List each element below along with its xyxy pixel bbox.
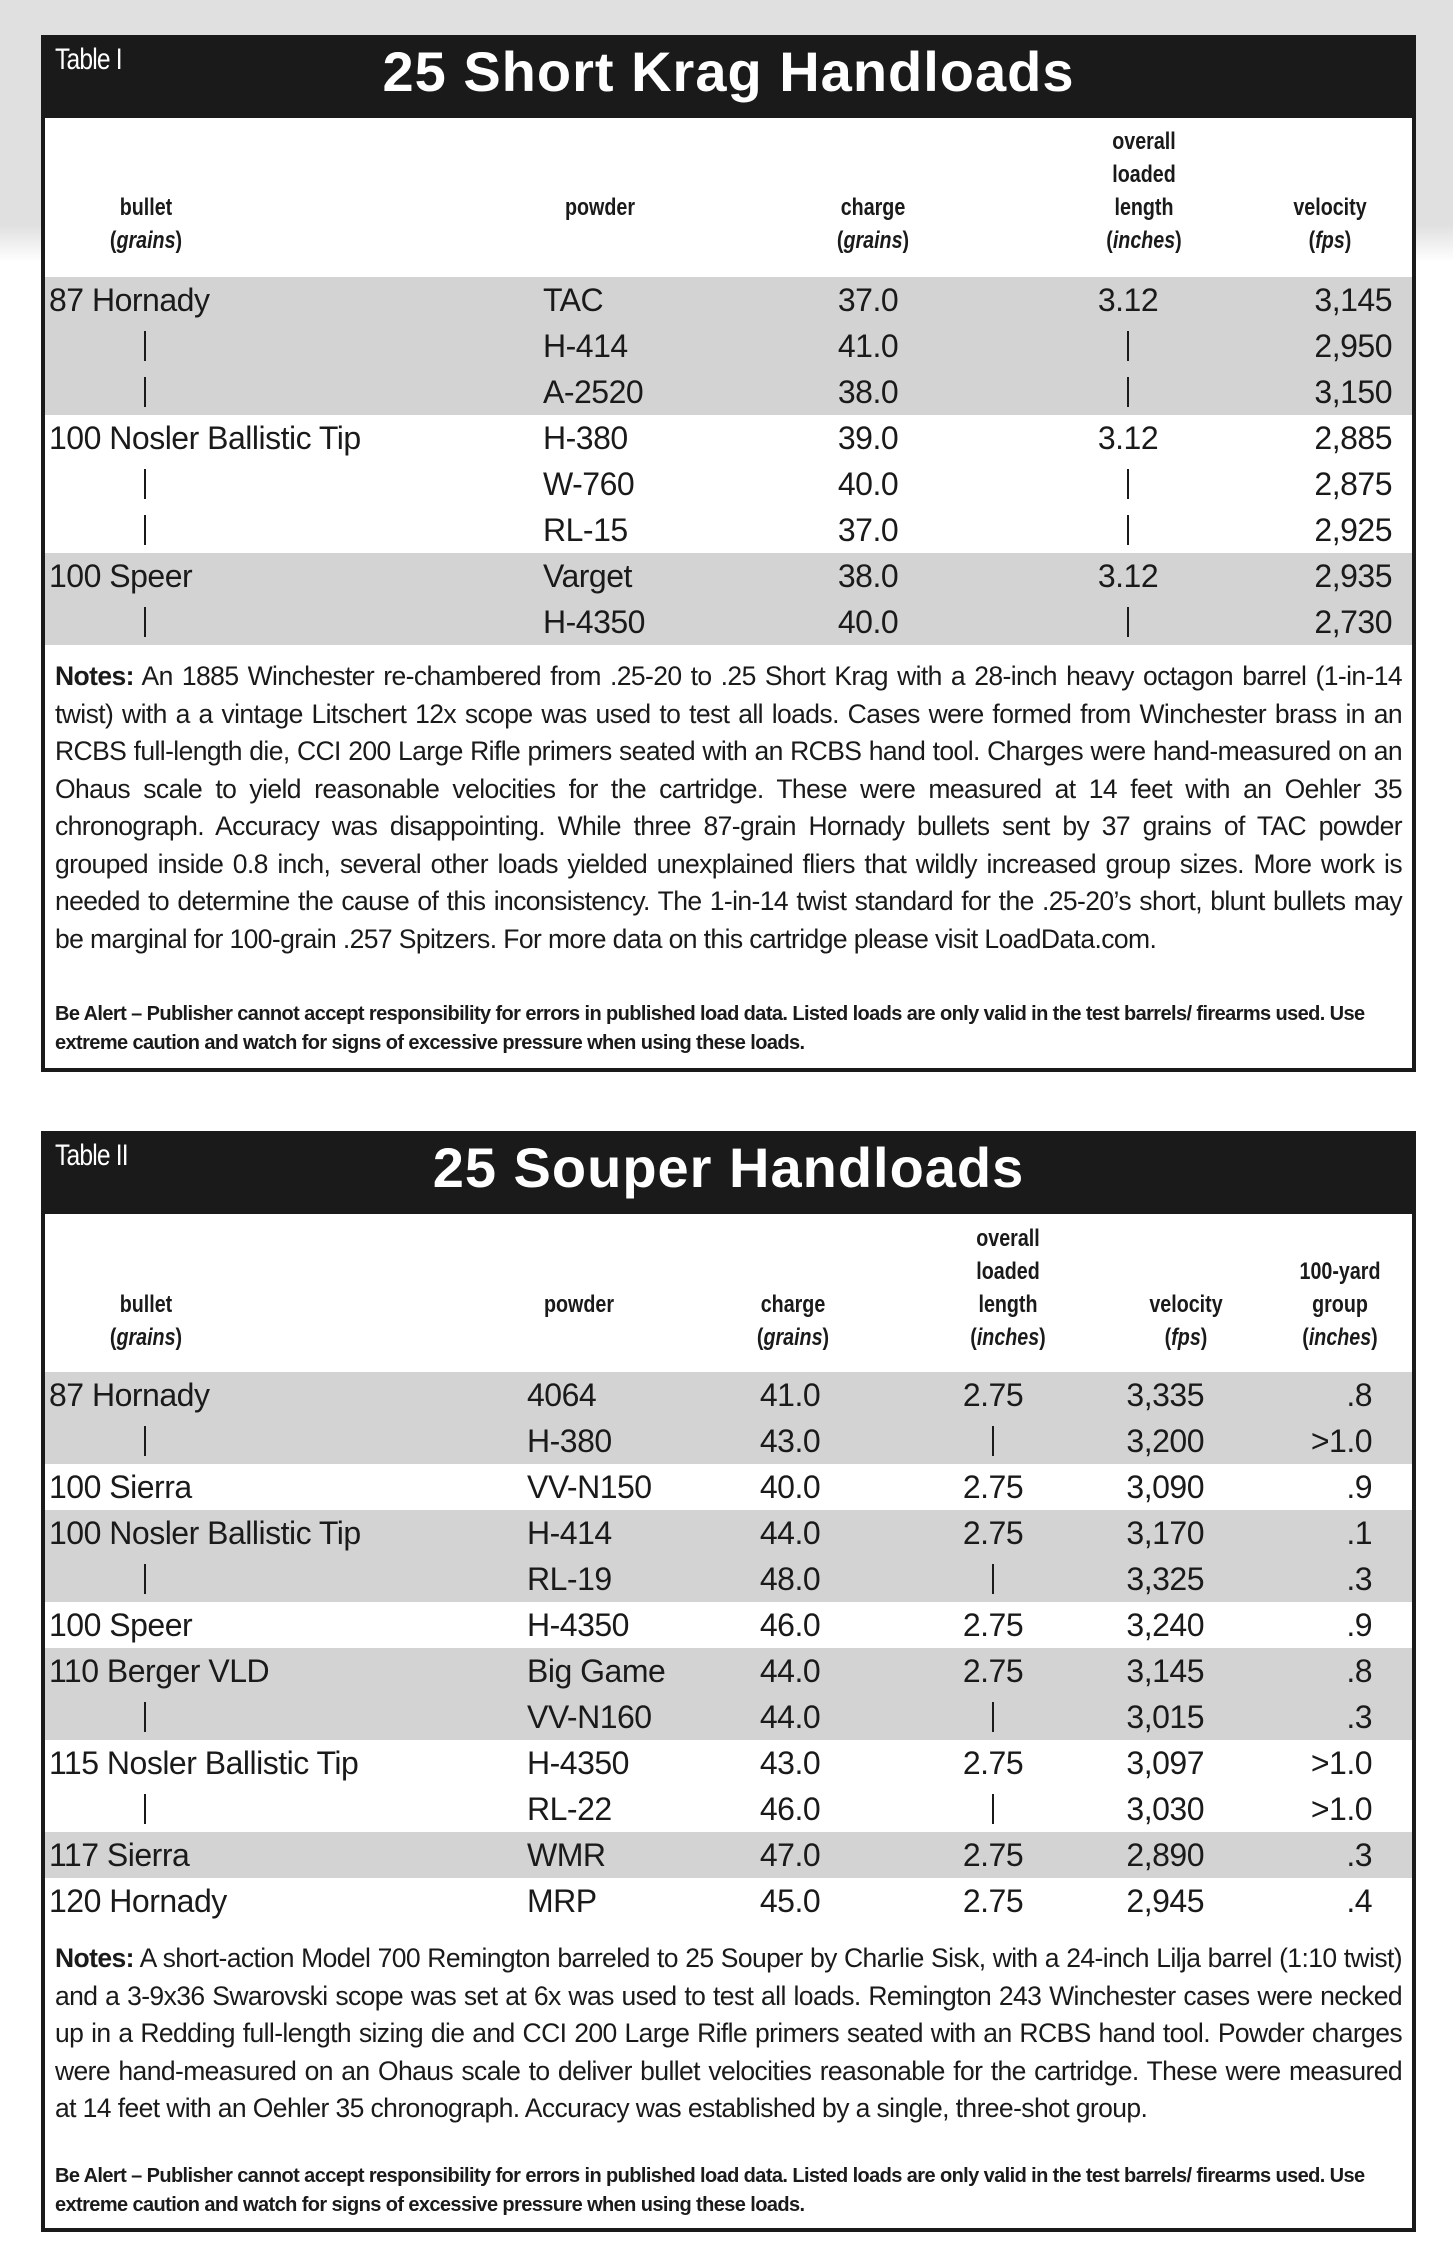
header-label: bullet [119,1291,173,1318]
header-label: powder [565,194,635,221]
cell-bullet: 100 Nosler Ballistic Tip [49,420,361,456]
cell-charge: 40.0 [837,466,899,502]
table-title: 25 Souper Handloads [432,1136,1025,1199]
header-label: overall [976,1225,1040,1252]
cell-powder: Varget [543,558,632,594]
header-bullet [101,191,191,257]
header-bullet [101,1288,191,1354]
table-row [45,415,1412,461]
table-row [45,1648,1412,1694]
cell-powder: H-380 [527,1423,612,1459]
cell-charge: 38.0 [837,374,899,410]
cell-velocity: 3,145 [1314,282,1392,318]
table-short-krag [41,35,1416,1072]
header-unit: (inches) [1302,1324,1378,1351]
ditto-bar [144,1794,146,1824]
header-label: loaded [976,1258,1040,1285]
cell-powder: RL-19 [527,1561,612,1597]
alert-disclaimer: Be Alert – Publisher cannot accept responsibility for errors in published load data. Listed loads are only valid in the test barrels/ firearms used. Use extreme caution and watch for signs of excessive pressure when using these loads. [55,1003,1365,1054]
ditto-bar [992,1564,994,1594]
table-row [45,1418,1412,1464]
header-label: group [1312,1291,1368,1318]
cell-group: .3 [1346,1561,1372,1597]
header-label: loaded [1112,161,1176,188]
cell-powder: H-4350 [527,1607,629,1643]
cell-oal: 2.75 [962,1837,1024,1873]
cell-group: .9 [1346,1469,1372,1505]
header-label: 100-yard [1299,1258,1381,1285]
header-label: powder [544,1291,614,1318]
cell-charge: 41.0 [837,328,899,364]
cell-group: >1.0 [1310,1791,1372,1827]
cell-velocity: 3,097 [1126,1745,1204,1781]
notes-text: A short-action Model 700 Remington barreled to 25 Souper by Charlie Sisk, with a 24-inch Lilja barrel (1:10 twist) and a 3-9x36 Swarovski scope was set at 6x was used to test all loads. Remington 243 Winchester cases were necked up in a Redding full-length sizing die and CCI 200 Large Rifle primers seated with an RCBS hand tool. Powder charges were hand-measured on an Ohaus scale to deliver bullet velocities reasonable for the cartridge. These were measured at 14 feet with an Oehler 35 chronograph. Accuracy was established by a single, three-shot group. [55,1943,1402,2123]
header-powder [555,191,645,224]
cell-velocity: 3,030 [1126,1791,1204,1827]
table-number: Table II [55,1139,128,1172]
cell-oal: 2.75 [962,1653,1024,1689]
cell-bullet: 100 Speer [49,1607,193,1643]
cell-charge: 46.0 [759,1607,821,1643]
cell-powder: A-2520 [543,374,644,410]
cell-bullet: 87 Hornady [49,1377,210,1413]
cell-group: .9 [1346,1607,1372,1643]
header-unit: (fps) [1164,1324,1208,1351]
cell-powder: VV-N160 [527,1699,652,1735]
ditto-bar [1127,607,1129,637]
cell-bullet: 87 Hornady [49,282,210,318]
ditto-bar [144,1564,146,1594]
ditto-bar [144,331,146,361]
table-row [45,1878,1412,1924]
cell-powder: VV-N150 [527,1469,652,1505]
table-row [45,1832,1412,1878]
cell-velocity: 2,875 [1314,466,1392,502]
table-row [45,323,1412,369]
cell-oal: 2.75 [962,1377,1024,1413]
table-title: 25 Short Krag Handloads [382,40,1075,103]
cell-velocity: 3,335 [1126,1377,1204,1413]
cell-powder: H-4350 [543,604,645,640]
cell-powder: Big Game [527,1653,666,1689]
cell-velocity: 3,150 [1314,374,1392,410]
table-row [45,1694,1412,1740]
cell-group: .3 [1346,1699,1372,1735]
cell-oal: 3.12 [1097,420,1159,456]
cell-charge: 48.0 [759,1561,821,1597]
header-label: length [1114,194,1174,221]
table-title-band [41,35,1416,118]
cell-charge: 45.0 [759,1883,821,1919]
header-unit: (inches) [970,1324,1046,1351]
cell-group: >1.0 [1310,1745,1372,1781]
cell-group: >1.0 [1310,1423,1372,1459]
cell-oal: 2.75 [962,1883,1024,1919]
table-row [45,277,1412,323]
header-unit: (grains) [756,1324,830,1351]
cell-powder: RL-22 [527,1791,612,1827]
cell-oal: 2.75 [962,1469,1024,1505]
cell-charge: 41.0 [759,1377,821,1413]
header-unit: (grains) [836,227,910,254]
header-velocity [1285,191,1375,257]
cell-group: .4 [1346,1883,1372,1919]
cell-oal: 3.12 [1097,282,1159,318]
cell-charge: 39.0 [837,420,899,456]
cell-powder: RL-15 [543,512,628,548]
cell-powder: 4064 [527,1377,597,1413]
cell-velocity: 2,730 [1314,604,1392,640]
cell-charge: 46.0 [759,1791,821,1827]
cell-velocity: 3,240 [1126,1607,1204,1643]
cell-charge: 43.0 [759,1423,821,1459]
cell-oal: 2.75 [962,1515,1024,1551]
table-row [45,1464,1412,1510]
header-powder [534,1288,624,1321]
cell-velocity: 3,170 [1126,1515,1204,1551]
header-label: overall [1112,128,1176,155]
cell-group: .1 [1346,1515,1372,1551]
table-row [45,1786,1412,1832]
notes [55,1940,1402,2128]
cell-velocity: 3,015 [1126,1699,1204,1735]
header-overall-length [963,1222,1053,1354]
notes [55,658,1402,958]
ditto-bar [992,1702,994,1732]
cell-powder: MRP [527,1883,597,1919]
header-unit: (grains) [109,227,183,254]
cell-powder: H-4350 [527,1745,629,1781]
table-row [45,599,1412,645]
cell-bullet: 110 Berger VLD [49,1653,270,1689]
notes-label: Notes: [55,1943,134,1973]
cell-charge: 40.0 [759,1469,821,1505]
cell-velocity: 3,090 [1126,1469,1204,1505]
header-unit: (fps) [1308,227,1352,254]
cell-charge: 37.0 [837,512,899,548]
cell-oal: 3.12 [1097,558,1159,594]
cell-bullet: 100 Speer [49,558,193,594]
table-row [45,1602,1412,1648]
cell-charge: 47.0 [759,1837,821,1873]
table-row [45,1556,1412,1602]
cell-group: .8 [1346,1653,1372,1689]
cell-oal: 2.75 [962,1607,1024,1643]
cell-charge: 38.0 [837,558,899,594]
cell-powder: H-414 [543,328,628,364]
cell-velocity: 3,145 [1126,1653,1204,1689]
header-overall-length [1099,125,1189,257]
header-unit: (grains) [109,1324,183,1351]
header-label: charge [760,1291,826,1318]
ditto-bar [144,469,146,499]
header-velocity [1141,1288,1231,1354]
cell-velocity: 3,325 [1126,1561,1204,1597]
cell-powder: TAC [543,282,604,318]
cell-powder: W-760 [543,466,635,502]
ditto-bar [144,1702,146,1732]
table-25-souper [41,1131,1416,2232]
cell-velocity: 2,885 [1314,420,1392,456]
ditto-bar [144,607,146,637]
cell-bullet: 120 Hornady [49,1883,227,1919]
cell-velocity: 2,925 [1314,512,1392,548]
cell-group: .8 [1346,1377,1372,1413]
table-row [45,1740,1412,1786]
cell-bullet: 117 Sierra [49,1837,190,1873]
cell-bullet: 100 Nosler Ballistic Tip [49,1515,361,1551]
cell-velocity: 2,935 [1314,558,1392,594]
header-label: velocity [1293,194,1367,221]
ditto-bar [1127,515,1129,545]
ditto-bar [992,1426,994,1456]
table-title-band [41,1131,1416,1214]
ditto-bar [1127,377,1129,407]
table-row [45,461,1412,507]
table-row [45,369,1412,415]
table-row [45,507,1412,553]
notes-text: An 1885 Winchester re-chambered from .25-20 to .25 Short Krag with a 28-inch heavy octagon barrel (1-in-14 twist) with a a vintage Litschert 12x scope was used to test all loads. Cases were formed from Winchester brass in an RCBS full-length die, CCI 200 Large Rifle primers seated with an RCBS hand tool. Charges were hand-measured on an Ohaus scale to yield reasonable velocities for the cartridge. These were measured at 14 feet with an Oehler 35 chronograph. Accuracy was disappointing. While three 87-grain Hornady bullets sent by 37 grains of TAC powder grouped inside 0.8 inch, several other loads yielded unexplained fliers that wildly increased group sizes. More work is needed to determine the cause of this inconsistency. The 1-in-14 twist standard for the .25-20’s short, blunt bullets may be marginal for 100-grain .257 Spitzers. For more data on this cartridge please visit LoadData.com. [55,661,1402,954]
header-charge [748,1288,838,1354]
cell-powder: WMR [527,1837,606,1873]
cell-group: .3 [1346,1837,1372,1873]
cell-powder: H-414 [527,1515,612,1551]
cell-charge: 44.0 [759,1515,821,1551]
cell-charge: 37.0 [837,282,899,318]
cell-velocity: 2,890 [1126,1837,1204,1873]
ditto-bar [144,1426,146,1456]
cell-charge: 44.0 [759,1653,821,1689]
header-unit: (inches) [1106,227,1182,254]
cell-velocity: 2,945 [1126,1883,1204,1919]
ditto-bar [1127,469,1129,499]
table-row [45,1372,1412,1418]
cell-powder: H-380 [543,420,628,456]
ditto-bar [144,515,146,545]
cell-charge: 43.0 [759,1745,821,1781]
table-row [45,1510,1412,1556]
header-group [1295,1255,1385,1354]
header-charge [828,191,918,257]
ditto-bar [1127,331,1129,361]
cell-velocity: 2,950 [1314,328,1392,364]
cell-charge: 44.0 [759,1699,821,1735]
table-number: Table I [55,43,122,76]
header-label: charge [840,194,906,221]
ditto-bar [992,1794,994,1824]
header-label: velocity [1149,1291,1223,1318]
alert-disclaimer: Be Alert – Publisher cannot accept responsibility for errors in published load data. Listed loads are only valid in the test barrels/ firearms used. Use extreme caution and watch for signs of excessive pressure when using these loads. [55,2165,1365,2216]
cell-bullet: 100 Sierra [49,1469,192,1505]
ditto-bar [144,377,146,407]
cell-bullet: 115 Nosler Ballistic Tip [49,1745,359,1781]
table-row [45,553,1412,599]
cell-velocity: 3,200 [1126,1423,1204,1459]
cell-charge: 40.0 [837,604,899,640]
header-label: length [978,1291,1038,1318]
header-label: bullet [119,194,173,221]
cell-oal: 2.75 [962,1745,1024,1781]
notes-label: Notes: [55,661,134,691]
